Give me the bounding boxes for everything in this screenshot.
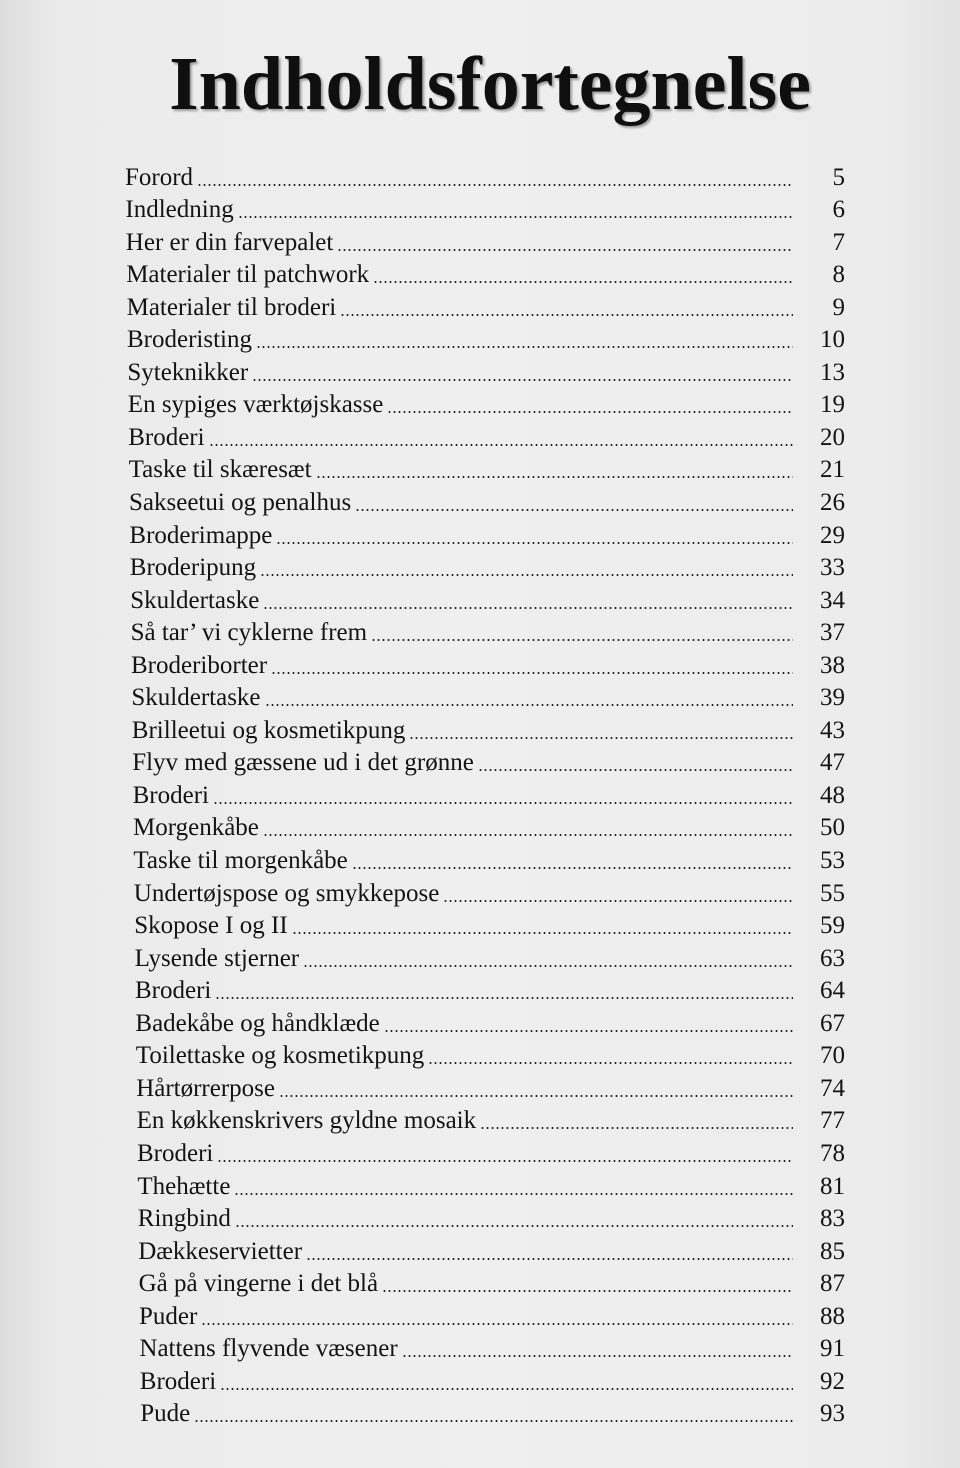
toc-entry-page-number: 33 <box>820 554 845 582</box>
toc-entry-title: Broderipung <box>129 554 257 582</box>
dot-leader <box>306 1258 793 1260</box>
table-of-contents <box>125 160 845 1429</box>
toc-entry-title: Flyv med gæssene ud i det grønne <box>132 749 474 777</box>
dot-leader <box>428 1062 793 1064</box>
dot-leader <box>260 574 793 576</box>
toc-entry-page-number: 88 <box>820 1302 845 1330</box>
toc-entry <box>125 746 845 779</box>
toc-entry <box>125 681 845 714</box>
toc-entry-page-number: 48 <box>820 781 845 809</box>
dot-leader <box>402 1355 793 1357</box>
dot-leader <box>352 867 793 869</box>
dot-leader <box>263 607 793 609</box>
toc-entry-title: Broderi <box>128 423 205 451</box>
toc-entry <box>125 941 845 974</box>
dot-leader <box>316 476 793 478</box>
dot-leader <box>217 1160 793 1162</box>
toc-entry-page-number: 91 <box>820 1335 845 1363</box>
dot-leader <box>235 1225 793 1227</box>
dot-leader <box>443 900 793 902</box>
toc-entry-title: Skopose I og II <box>134 912 288 940</box>
toc-entry-title: Puder <box>139 1302 198 1330</box>
toc-entry-page-number: 10 <box>820 326 845 354</box>
toc-entry <box>125 1202 845 1235</box>
dot-leader <box>478 769 793 771</box>
dot-leader <box>213 802 793 804</box>
toc-entry-title: Dækkeservietter <box>138 1237 303 1265</box>
toc-entry-title: En sypiges værktøjskasse <box>127 391 384 419</box>
toc-entry-page-number: 70 <box>820 1042 845 1070</box>
dot-leader <box>371 639 793 641</box>
dot-leader <box>340 314 793 316</box>
toc-entry-page-number: 21 <box>820 456 845 484</box>
toc-entry-page-number: 8 <box>832 261 845 289</box>
toc-entry-page-number: 26 <box>820 489 845 517</box>
dot-leader <box>265 704 793 706</box>
page-title: Indholdsfortegnelse <box>169 42 811 126</box>
toc-entry <box>125 485 845 518</box>
toc-entry <box>125 616 845 649</box>
toc-entry-page-number: 67 <box>820 1009 845 1037</box>
toc-entry <box>125 1136 845 1169</box>
dot-leader <box>256 346 793 348</box>
toc-entry-page-number: 93 <box>820 1400 845 1428</box>
toc-entry-title: Morgenkåbe <box>133 814 259 842</box>
toc-entry-page-number: 6 <box>832 196 845 224</box>
toc-entry-title: Badekåbe og håndklæde <box>135 1009 380 1037</box>
dot-leader <box>292 932 793 934</box>
toc-entry-page-number: 92 <box>820 1367 845 1395</box>
toc-entry-title: Materialer til patchwork <box>126 261 370 289</box>
dot-leader <box>215 997 793 999</box>
dot-leader <box>382 1290 793 1292</box>
toc-entry-page-number: 43 <box>820 716 845 744</box>
toc-entry-title: Nattens flyvende væsener <box>139 1335 398 1363</box>
toc-entry-title: Brilleetui og kosmetikpung <box>131 716 406 744</box>
toc-entry-title: Syteknikker <box>127 358 249 386</box>
toc-entry-title: Her er din farvepalet <box>125 228 334 256</box>
dot-leader <box>480 1127 793 1129</box>
dot-leader <box>303 965 793 967</box>
toc-entry-title: Toilettaske og kosmetikpung <box>135 1042 425 1070</box>
toc-entry-title: Thehætte <box>137 1172 231 1200</box>
dot-leader <box>234 1193 793 1195</box>
toc-entry <box>125 323 845 356</box>
toc-entry <box>125 648 845 681</box>
toc-entry <box>125 258 845 291</box>
toc-entry-page-number: 47 <box>820 749 845 777</box>
toc-entry <box>125 1397 845 1430</box>
toc-entry-title: Sakseetui og penalhus <box>129 489 352 517</box>
toc-entry <box>125 1104 845 1137</box>
toc-entry-page-number: 29 <box>820 521 845 549</box>
toc-entry-page-number: 38 <box>820 651 845 679</box>
toc-entry-title: Broderiborter <box>131 651 268 679</box>
toc-entry <box>125 843 845 876</box>
toc-entry <box>125 1071 845 1104</box>
toc-entry <box>125 388 845 421</box>
toc-entry <box>125 193 845 226</box>
toc-entry <box>125 583 845 616</box>
dot-leader <box>384 1030 793 1032</box>
toc-entry-page-number: 53 <box>820 847 845 875</box>
toc-entry-title: Broderimappe <box>129 521 273 549</box>
toc-entry-page-number: 34 <box>820 586 845 614</box>
toc-entry <box>125 778 845 811</box>
toc-entry <box>125 974 845 1007</box>
toc-entry-title: Broderi <box>132 781 209 809</box>
toc-entry <box>125 551 845 584</box>
toc-entry <box>125 1267 845 1300</box>
toc-entry-title: Lysende stjerner <box>134 944 300 972</box>
toc-entry-page-number: 39 <box>820 684 845 712</box>
dot-leader <box>252 379 793 381</box>
toc-entry-page-number: 50 <box>820 814 845 842</box>
dot-leader <box>387 411 793 413</box>
toc-entry <box>125 453 845 486</box>
toc-entry-title: Materialer til broderi <box>126 293 337 321</box>
toc-entry-page-number: 19 <box>820 391 845 419</box>
dot-leader <box>209 444 793 446</box>
dot-leader <box>271 672 793 674</box>
toc-entry <box>125 290 845 323</box>
toc-entry-page-number: 74 <box>820 1074 845 1102</box>
toc-entry-title: Broderi <box>139 1367 217 1395</box>
toc-entry-page-number: 87 <box>820 1270 845 1298</box>
toc-entry-page-number: 20 <box>820 423 845 451</box>
toc-entry-title: Indledning <box>125 196 234 224</box>
toc-entry-title: Pude <box>140 1400 191 1428</box>
toc-entry <box>125 1169 845 1202</box>
toc-entry <box>125 1039 845 1072</box>
toc-entry <box>125 909 845 942</box>
toc-entry <box>125 811 845 844</box>
toc-entry-page-number: 59 <box>820 912 845 940</box>
toc-entry-title: Gå på vingerne i det blå <box>138 1270 379 1298</box>
toc-entry <box>125 518 845 551</box>
dot-leader <box>373 281 793 283</box>
toc-entry-title: Ringbind <box>137 1205 231 1233</box>
toc-entry-page-number: 77 <box>820 1107 845 1135</box>
toc-entry-page-number: 5 <box>832 163 845 191</box>
toc-entry-title: Hårtørrerpose <box>136 1074 276 1102</box>
toc-entry-title: Undertøjspose og smykkepose <box>133 879 440 907</box>
toc-entry-title: Så tar’ vi cyklerne frem <box>130 619 368 647</box>
dot-leader <box>279 1095 793 1097</box>
toc-entry-title: Taske til skæresæt <box>128 456 312 484</box>
dot-leader <box>238 216 793 218</box>
toc-entry-page-number: 81 <box>820 1172 845 1200</box>
toc-entry <box>125 1234 845 1267</box>
toc-entry <box>125 713 845 746</box>
toc-entry-title: Broderi <box>135 977 212 1005</box>
toc-entry-title: Skuldertaske <box>130 586 260 614</box>
toc-entry-title: Broderisting <box>127 326 252 354</box>
toc-entry <box>125 225 845 258</box>
toc-entry-page-number: 37 <box>820 619 845 647</box>
toc-entry-title: Forord <box>125 163 194 191</box>
toc-entry <box>125 420 845 453</box>
dot-leader <box>355 509 793 511</box>
toc-entry-title: Broderi <box>137 1139 214 1167</box>
toc-entry-page-number: 78 <box>820 1139 845 1167</box>
toc-entry <box>125 876 845 909</box>
dot-leader <box>263 834 793 836</box>
toc-entry-page-number: 85 <box>820 1237 845 1265</box>
dot-leader <box>337 249 793 251</box>
toc-entry <box>125 1006 845 1039</box>
toc-entry-page-number: 55 <box>820 879 845 907</box>
toc-entry-page-number: 83 <box>820 1205 845 1233</box>
toc-entry-page-number: 13 <box>820 358 845 386</box>
toc-entry <box>125 160 845 193</box>
toc-entry <box>125 1299 845 1332</box>
toc-entry <box>125 1332 845 1365</box>
toc-entry-title: Taske til morgenkåbe <box>133 847 348 875</box>
toc-entry-page-number: 63 <box>820 944 845 972</box>
dot-leader <box>409 737 793 739</box>
dot-leader <box>276 542 793 544</box>
toc-entry-page-number: 7 <box>832 228 845 256</box>
toc-entry-title: Skuldertaske <box>131 684 261 712</box>
dot-leader <box>197 184 793 186</box>
dot-leader <box>201 1323 793 1325</box>
toc-entry-title: En køkkenskrivers gyldne mosaik <box>136 1107 477 1135</box>
dot-leader <box>220 1388 793 1390</box>
dot-leader <box>194 1420 793 1422</box>
toc-entry-page-number: 9 <box>832 293 845 321</box>
toc-entry-page-number: 64 <box>820 977 845 1005</box>
toc-entry <box>125 355 845 388</box>
toc-entry <box>125 1364 845 1397</box>
